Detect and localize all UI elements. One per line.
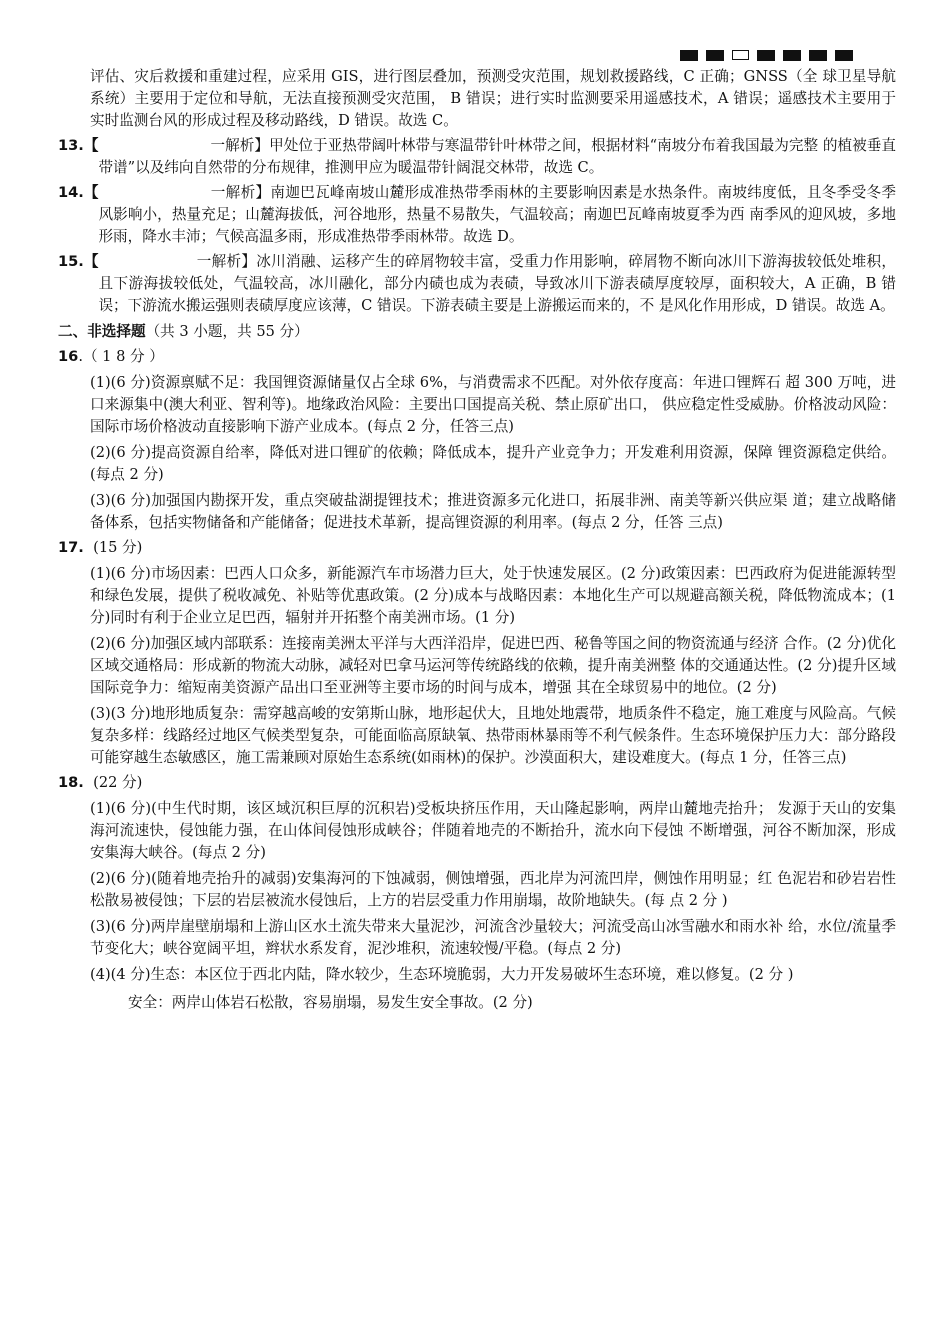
q18-part-4: (4)(4 分)生态：本区位于西北内陆，降水较少，生态环境脆弱，大力开发易破坏生态环境，难以修复。(2 分 ) bbox=[90, 966, 794, 983]
q17-part-1: (1)(6 分)市场因素：巴西人口众多，新能源汽车市场潜力巨大，处于快速发展区。(2 分)政策因素：巴西政府为促进能源转型和绿色发展，提供了税收减免、补贴等优惠政策。(2 分)成本与战略因素：本地化生产可以规避高额关税，降低物流成本；(1 分)同时有利于企业立足巴西，辐射并开拓整个南美洲市场。(1 分) bbox=[90, 565, 896, 626]
q15-label: 一解析】 bbox=[196, 253, 257, 270]
q12-continuation: 评估、灾后救援和重建过程，应采用 GIS，进行图层叠加，预测受灾范围，规划救援路线，C 正确；GNSS（全 球卫星导航系统）主要用于定位和导航，无法直接预测受灾范围， B 错误；进行实时监测要采用遥感技术，A 错误；遥感技术主要用于实时监测台风的形成过程及移动路线，D 错误。故选 C。 bbox=[90, 68, 896, 129]
q14-text: 南迦巴瓦峰南坡山麓形成准热带季雨林的主要影响因素是水热条件。南坡纬度低，且冬季受冬季风影响小，热量充足；山麓海拔低，河谷地形，热量不易散失，气温较高；南迦巴瓦峰南坡夏季为西 南季风的迎风坡，多地形雨，降水丰沛；气候高温多雨，形成准热带季雨林带。故选 D。 bbox=[98, 184, 896, 245]
header-mark bbox=[757, 50, 775, 61]
q18-score: (22 分) bbox=[93, 774, 143, 791]
q16-number: 16 bbox=[58, 348, 79, 365]
q13 bbox=[58, 135, 896, 179]
q16-score: .（ 1 8 分 ） bbox=[78, 348, 164, 365]
q18-part-2: (2)(6 分)(随着地壳抬升的减弱)安集海河的下蚀减弱，侧蚀增强，西北岸为河流凹岸，侧蚀作用明显；红 色泥岩和砂岩岩性松散易被侵蚀；下层的岩层被流水侵蚀后，上方的岩层受重力作用崩塌，故阶地缺失。(每 点 2 分 ) bbox=[90, 870, 896, 909]
q16-part-1: (1)(6 分)资源禀赋不足：我国锂资源储量仅占全球 6%，与消费需求不匹配。对外依存度高：年进口锂辉石 超 300 万吨，进口来源集中(澳大利亚、智利等)。地缘政治风险：主要出口国提高关税、禁止原矿出口， 供应稳定性受威胁。价格波动风险：国际市场价格波动直接影响下游产业成本。(每点 2 分，任答三点) bbox=[90, 374, 896, 435]
section-heading bbox=[58, 321, 896, 343]
header-mark-hollow bbox=[732, 50, 749, 60]
q17-number: 17. bbox=[58, 539, 84, 556]
q17-part-2: (2)(6 分)加强区域内部联系：连接南美洲太平洋与大西洋沿岸，促进巴西、秘鲁等国之间的物资流通与经济 合作。(2 分)优化区域交通格局：形成新的物流大动脉，减轻对巴拿马运河等传统路线的依赖，提升南美洲整 体的交通通达性。(2 分)提升区域国际竞争力：缩短南美资源产品出口至亚洲等主要市场的时间与成本，增强 其在全球贸易中的地位。(2 分) bbox=[90, 635, 896, 696]
q16-heading bbox=[58, 346, 896, 368]
q18-part-4-safety: 安全：两岸山体岩石松散，容易崩塌，易发生安全事故。(2 分) bbox=[128, 994, 533, 1011]
header-mark bbox=[680, 50, 698, 61]
q16-part-3: (3)(6 分)加强国内勘探开发，重点突破盐湖提锂技术；推进资源多元化进口，拓展非洲、南美等新兴供应渠 道；建立战略储备体系，包括实物储备和产能储备；促进技术革新，提高锂资源的利用率。(每点 2 分，任答 三点) bbox=[90, 492, 896, 531]
header-mark bbox=[809, 50, 827, 61]
q13-label: 一解析】 bbox=[210, 137, 270, 154]
q17-score: (15 分) bbox=[93, 539, 143, 556]
header-mark bbox=[706, 50, 724, 61]
q14 bbox=[58, 182, 896, 248]
q17-part-3: (3)(3 分)地形地质复杂：需穿越高峻的安第斯山脉，地形起伏大，且地处地震带，地质条件不稳定，施工难度与风险高。气候复杂多样：线路经过地区气候类型复杂，可能面临高原缺氧、热带雨林暴雨等不利气候条件。生态环境保护压力大：部分路段可能穿越生态敏感区，施工需兼顾对原始生态系统(如雨林)的保护。沙漠面积大，建设难度大。(每点 1 分，任答三点) bbox=[90, 705, 896, 766]
section-title: 二、非选择题 bbox=[58, 323, 146, 340]
q13-text: 甲处位于亚热带阔叶林带与寒温带针叶林带之间，根据材料“南坡分布着我国最为完整 的植被垂直带谱”以及纬向自然带的分布规律，推测甲应为暖温带针阔混交林带，故选 C。 bbox=[98, 137, 896, 176]
q15-number: 15.【 bbox=[58, 253, 99, 270]
q13-number: 13.【 bbox=[58, 137, 99, 154]
q15 bbox=[58, 251, 896, 317]
q18-number: 18. bbox=[58, 774, 84, 791]
q17-heading bbox=[58, 537, 896, 559]
q16-part-2: (2)(6 分)提高资源自给率，降低对进口锂矿的依赖；降低成本，提升产业竞争力；开发难利用资源，保障 锂资源稳定供给。(每点 2 分) bbox=[90, 444, 896, 483]
q14-label: 一解析】 bbox=[210, 184, 271, 201]
content bbox=[58, 66, 896, 1014]
section-note: （共 3 小题，共 55 分） bbox=[145, 323, 309, 340]
q18-part-3: (3)(6 分)两岸崖壁崩塌和上游山区水土流失带来大量泥沙，河流含沙量较大；河流受高山冰雪融水和雨水补 给，水位/流量季节变化大；峡谷宽阔平坦，辫状水系发育，泥沙堆积，流速较慢/平稳。(每点 2 分) bbox=[90, 918, 896, 957]
q18-part-1: (1)(6 分)(中生代时期，该区域沉积巨厚的沉积岩)受板块挤压作用，天山隆起影响，两岸山麓地壳抬升； 发源于天山的安集海河流速快，侵蚀能力强，在山体间侵蚀形成峡谷；伴随着地壳的不断抬升，流水向下侵蚀 不断增强，河谷不断加深，形成安集海大峡谷。(每点 2 分) bbox=[90, 800, 896, 861]
header-mark bbox=[783, 50, 801, 61]
q18-heading bbox=[58, 772, 896, 794]
q14-number: 14.【 bbox=[58, 184, 99, 201]
header-mark bbox=[835, 50, 853, 61]
header-marks bbox=[680, 50, 853, 61]
q15-text: 冰川消融、运移产生的碎屑物较丰富，受重力作用影响，碎屑物不断向冰川下游海拔较低处堆积，且下游海拔较低处，气温较高，冰川融化，部分内碛也成为表碛，导致冰川下游表碛厚度较厚，面积较大，A 正确，B 错误；下游流水搬运强则表碛厚度应该薄，C 错误。下游表碛主要是上游搬运而来的，不 是风化作用形成，D 错误。故选 A。 bbox=[98, 253, 896, 314]
